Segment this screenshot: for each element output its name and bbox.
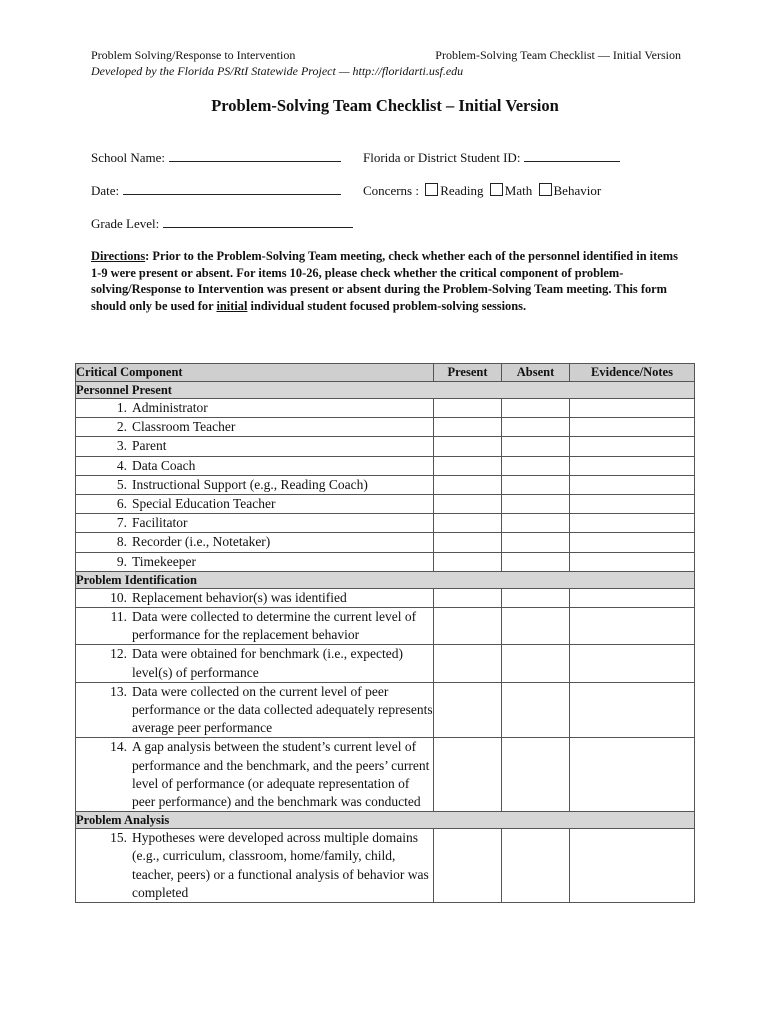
- critical-component-cell: [76, 456, 434, 475]
- page-header: [91, 47, 681, 79]
- behavior-checkbox[interactable]: [539, 183, 552, 196]
- absent-cell[interactable]: [502, 475, 570, 494]
- absent-cell[interactable]: [502, 437, 570, 456]
- evidence-notes-cell[interactable]: [570, 588, 695, 607]
- present-cell[interactable]: [434, 588, 502, 607]
- table-row: [76, 588, 695, 607]
- critical-component-cell: [76, 645, 434, 682]
- evidence-notes-cell[interactable]: [570, 475, 695, 494]
- concerns-label: Concerns :: [363, 183, 419, 198]
- section-row: [76, 812, 695, 829]
- item-text: Data were collected to determine the current level of performance for the replacement behavior: [132, 609, 417, 643]
- table-row: [76, 475, 695, 494]
- absent-cell[interactable]: [502, 829, 570, 903]
- table-row: [76, 495, 695, 514]
- section-title: Problem Analysis: [76, 812, 695, 829]
- absent-cell[interactable]: [502, 418, 570, 437]
- header-right: Problem-Solving Team Checklist — Initial Version: [435, 48, 681, 62]
- section-row: [76, 382, 695, 399]
- item-text: Parent: [132, 438, 167, 454]
- date-line[interactable]: [123, 183, 341, 195]
- table-row: [76, 533, 695, 552]
- item-text: Data Coach: [132, 457, 196, 473]
- student-id-line[interactable]: [524, 150, 620, 162]
- critical-component-cell: [76, 437, 434, 456]
- present-cell[interactable]: [434, 645, 502, 682]
- present-cell[interactable]: [434, 495, 502, 514]
- present-cell[interactable]: [434, 552, 502, 571]
- critical-component-cell: [76, 682, 434, 738]
- present-cell[interactable]: [434, 682, 502, 738]
- header-absent: Absent: [502, 364, 570, 382]
- header-left: Problem Solving/Response to Intervention: [91, 48, 296, 62]
- critical-component-cell: [76, 608, 434, 645]
- item-text: Data were collected on the current level of peer performance or the data collected adequately represents average peer performance: [132, 683, 433, 736]
- evidence-notes-cell[interactable]: [570, 456, 695, 475]
- table-row: [76, 399, 695, 418]
- item-number: 4.: [116, 457, 127, 473]
- header-critical-component: Critical Component: [76, 364, 434, 382]
- concerns-field: [363, 183, 601, 199]
- item-text: Hypotheses were developed across multiple domains (e.g., curriculum, classroom, home/family, child, teacher, peers) or a functional analysis of behavior was completed: [132, 830, 429, 900]
- absent-cell[interactable]: [502, 533, 570, 552]
- school-name-field: [91, 150, 341, 166]
- date-field: [91, 183, 341, 199]
- school-name-line[interactable]: [169, 150, 341, 162]
- table-row: [76, 682, 695, 738]
- date-label: Date:: [91, 183, 120, 198]
- item-number: 14.: [110, 739, 127, 755]
- critical-component-cell: [76, 399, 434, 418]
- absent-cell[interactable]: [502, 608, 570, 645]
- present-cell[interactable]: [434, 475, 502, 494]
- absent-cell[interactable]: [502, 456, 570, 475]
- present-cell[interactable]: [434, 738, 502, 812]
- header-present: Present: [434, 364, 502, 382]
- absent-cell[interactable]: [502, 738, 570, 812]
- school-name-label: School Name:: [91, 150, 166, 165]
- grade-level-label: Grade Level:: [91, 216, 160, 231]
- item-number: 5.: [116, 476, 127, 492]
- item-number: 2.: [116, 419, 127, 435]
- critical-component-cell: [76, 588, 434, 607]
- evidence-notes-cell[interactable]: [570, 533, 695, 552]
- item-number: 10.: [110, 589, 127, 605]
- table-row: [76, 608, 695, 645]
- table-row: [76, 829, 695, 903]
- directions-body-1: : Prior to the Problem-Solving Team meeting, check whether each of the personnel identified in items 1-9 were present or absent. For items 10-26, please check whether the critical component of problem-solving/Response to Intervention was present or absent during the Problem-Solving Team meeting. This form should only be used for: [91, 249, 678, 313]
- evidence-notes-cell[interactable]: [570, 418, 695, 437]
- evidence-notes-cell[interactable]: [570, 608, 695, 645]
- evidence-notes-cell[interactable]: [570, 682, 695, 738]
- item-number: 6.: [116, 496, 127, 512]
- item-text: Data were obtained for benchmark (i.e., expected) level(s) of performance: [132, 646, 403, 680]
- present-cell[interactable]: [434, 608, 502, 645]
- present-cell[interactable]: [434, 456, 502, 475]
- evidence-notes-cell[interactable]: [570, 495, 695, 514]
- grade-level-line[interactable]: [163, 216, 353, 228]
- item-number: 7.: [116, 515, 127, 531]
- item-number: 11.: [110, 609, 127, 625]
- item-text: Recorder (i.e., Notetaker): [132, 534, 271, 550]
- critical-component-cell: [76, 475, 434, 494]
- directions-text: [91, 248, 691, 314]
- item-number: 15.: [110, 830, 127, 846]
- grade-level-field: [91, 216, 353, 232]
- critical-component-cell: [76, 514, 434, 533]
- absent-cell[interactable]: [502, 645, 570, 682]
- critical-component-cell: [76, 533, 434, 552]
- table-header-row: [76, 364, 695, 382]
- directions-lead: Directions: [91, 249, 146, 263]
- section-title: Problem Identification: [76, 571, 695, 588]
- present-cell[interactable]: [434, 514, 502, 533]
- page-title: Problem-Solving Team Checklist – Initial Version: [211, 96, 559, 115]
- table-row: [76, 456, 695, 475]
- table-row: [76, 514, 695, 533]
- critical-component-cell: [76, 552, 434, 571]
- item-text: Classroom Teacher: [132, 419, 236, 435]
- reading-option-label: Reading: [440, 183, 484, 198]
- math-option-label: Math: [504, 183, 533, 198]
- item-number: 3.: [116, 438, 127, 454]
- item-number: 13.: [110, 683, 127, 699]
- reading-checkbox[interactable]: [425, 183, 438, 196]
- evidence-notes-cell[interactable]: [570, 829, 695, 903]
- student-id-field: [363, 150, 620, 166]
- absent-cell[interactable]: [502, 514, 570, 533]
- behavior-option-label: Behavior: [553, 183, 602, 198]
- item-text: Facilitator: [132, 515, 188, 531]
- math-checkbox[interactable]: [490, 183, 503, 196]
- section-title: Personnel Present: [76, 382, 695, 399]
- evidence-notes-cell[interactable]: [570, 738, 695, 812]
- item-text: Replacement behavior(s) was identified: [132, 589, 347, 605]
- table-row: [76, 552, 695, 571]
- absent-cell[interactable]: [502, 495, 570, 514]
- item-text: Special Education Teacher: [132, 496, 276, 512]
- critical-component-cell: [76, 418, 434, 437]
- item-number: 8.: [116, 534, 127, 550]
- checklist-table: [75, 363, 695, 903]
- table-row: [76, 437, 695, 456]
- header-subline: Developed by the Florida PS/RtI Statewide Project — http://floridarti.usf.edu: [91, 64, 464, 78]
- student-id-label: Florida or District Student ID:: [363, 150, 521, 165]
- item-text: Instructional Support (e.g., Reading Coach): [132, 476, 368, 492]
- evidence-notes-cell[interactable]: [570, 437, 695, 456]
- present-cell[interactable]: [434, 399, 502, 418]
- present-cell[interactable]: [434, 829, 502, 903]
- item-number: 9.: [116, 553, 127, 569]
- evidence-notes-cell[interactable]: [570, 514, 695, 533]
- absent-cell[interactable]: [502, 588, 570, 607]
- section-row: [76, 571, 695, 588]
- absent-cell[interactable]: [502, 682, 570, 738]
- present-cell[interactable]: [434, 437, 502, 456]
- item-text: Administrator: [132, 400, 208, 415]
- absent-cell[interactable]: [502, 399, 570, 418]
- table-row: [76, 738, 695, 812]
- table-row: [76, 418, 695, 437]
- evidence-notes-cell[interactable]: [570, 399, 695, 418]
- evidence-notes-cell[interactable]: [570, 645, 695, 682]
- directions-body-2: individual student focused problem-solving sessions.: [247, 298, 527, 313]
- critical-component-cell: [76, 829, 434, 903]
- evidence-notes-cell[interactable]: [570, 552, 695, 571]
- item-text: Timekeeper: [132, 553, 196, 569]
- item-number: 1.: [116, 400, 127, 415]
- present-cell[interactable]: [434, 533, 502, 552]
- critical-component-cell: [76, 495, 434, 514]
- directions-emphasis: initial: [216, 298, 248, 313]
- item-text: A gap analysis between the student’s current level of performance and the benchmark, and the peers’ current level of performance (or adequate representation of peer performance) and the benchmark was conducted: [132, 739, 430, 810]
- critical-component-cell: [76, 738, 434, 812]
- present-cell[interactable]: [434, 418, 502, 437]
- absent-cell[interactable]: [502, 552, 570, 571]
- header-evidence-notes: Evidence/Notes: [570, 364, 695, 382]
- table-row: [76, 645, 695, 682]
- item-number: 12.: [110, 646, 127, 662]
